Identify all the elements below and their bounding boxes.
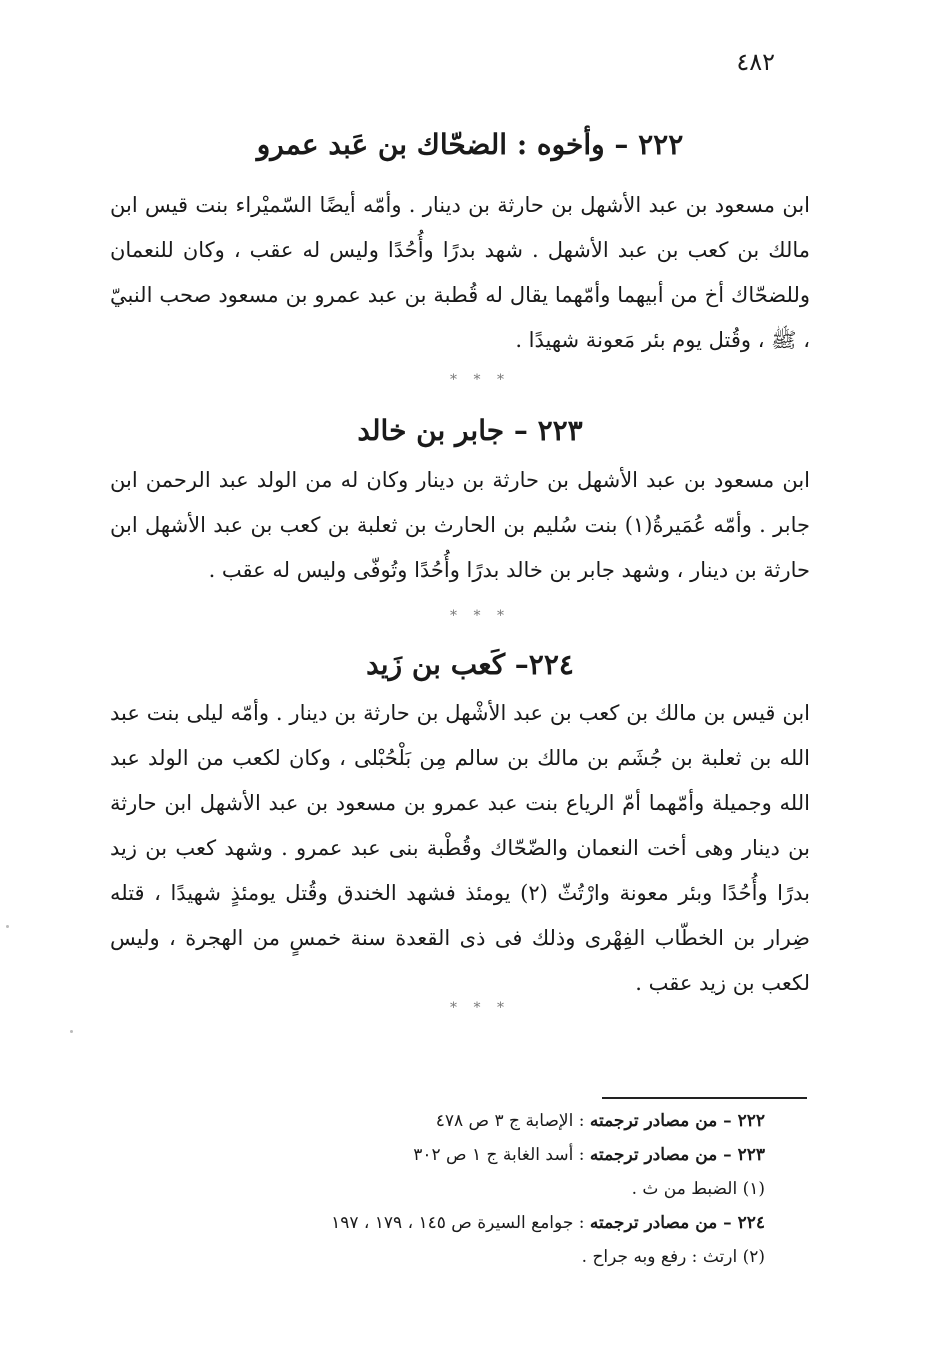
entry-body-223: ابن مسعود بن عبد الأشهل بن حارثة بن دينار وكان له من الولد عبد الرحمن ابن جابر . وأمّه عُمَيرةُ(١) بنت سُليم بن الحارث بن ثعلبة بن كعب بن عبد الأشهل ابن حارثة بن دينار ، وشهد جابر بن خالد بدرًا وأُحُدًا وتُوفّى وليس له عقب . xyxy=(110,468,810,582)
footnote-label: ٢٢٣ – من مصادر ترجمته xyxy=(589,1145,765,1165)
footnote-divider xyxy=(602,1097,807,1099)
entry-title-224: ٢٢٤– كَعب بن زَيد xyxy=(366,648,574,681)
footnote-label: ٢٢٢ – من مصادر ترجمته xyxy=(589,1111,765,1131)
section-separator: * * * xyxy=(450,372,510,388)
footnote-224 xyxy=(110,1206,765,1240)
entry-title-223: ٢٢٣ – جابر بن خالد xyxy=(357,414,583,447)
footnote-text: : جوامع السيرة ص ١٤٥ ، ١٧٩ ، ١٩٧ xyxy=(331,1213,590,1233)
footnote-2 xyxy=(110,1240,765,1274)
footnote-1 xyxy=(110,1172,765,1206)
footnotes xyxy=(110,1104,765,1274)
footnote-text: : أسد الغابة ج ١ ص ٣٠٢ xyxy=(413,1145,590,1165)
footnote-223 xyxy=(110,1138,765,1172)
page-number: ٤٨٢ xyxy=(736,48,775,76)
scan-speck xyxy=(6,925,9,928)
entry-title-222: ٢٢٢ – وأخوه : الضحّاك بن عَبد عمرو xyxy=(256,128,684,161)
footnote-222 xyxy=(110,1104,765,1138)
section-separator: * * * xyxy=(450,1000,510,1016)
footnote-text: : الإصابة ج ٣ ص ٤٧٨ xyxy=(435,1111,590,1131)
footnote-text: (٢) ارتث : رفع وبه جراح . xyxy=(581,1247,765,1267)
footnote-text: (١) الضبط من ث . xyxy=(631,1179,765,1199)
footnote-label: ٢٢٤ – من مصادر ترجمته xyxy=(589,1213,765,1233)
entry-body-222: ابن مسعود بن عبد الأشهل بن حارثة بن دينار . وأمّه أيضًا السّميْراء بنت قيس ابن مالك بن كعب بن عبد الأشهل . شهد بدرًا وأُحُدًا وليس له عقب ، وكان للنعمان وللضحّاك أخ من أبيهما وأمّهما يقال له قُطبة بن عبد عمرو بن مسعود صحب النبيّ ، ﷺ ، وقُتل يوم بئر مَعونة شهيدًا . xyxy=(110,193,810,352)
entry-body-224: ابن قيس بن مالك بن كعب بن عبد الأشْهل بن حارثة بن دينار . وأمّه ليلى بنت عبد الله بن ثعلبة بن جُشَم بن مالك بن سالم مِن بَلْحُبْلى ، وكان لكعب من الولد عبد الله وجميلة وأمّهما أمّ الرياع بنت عبد عمرو بن مسعود بن عبد الأشهل ابن حارثة بن دينار وهى أخت النعمان والضّحّاك وقُطْبة بنى عبد عمرو . وشهد كعب بن زيد بدرًا وأُحُدًا وبئر معونة وارْتُثّ (٢) يومئذ فشهد الخندق وقُتل يومئذٍ شهيدًا ، قتله ضِرار بن الخطّاب الفِهْرى وذلك فى ذى القعدة سنة خمسٍ من الهجرة ، وليس لكعب بن زيد عقب . xyxy=(110,701,810,995)
scan-speck xyxy=(70,1030,73,1033)
section-separator: * * * xyxy=(450,608,510,624)
